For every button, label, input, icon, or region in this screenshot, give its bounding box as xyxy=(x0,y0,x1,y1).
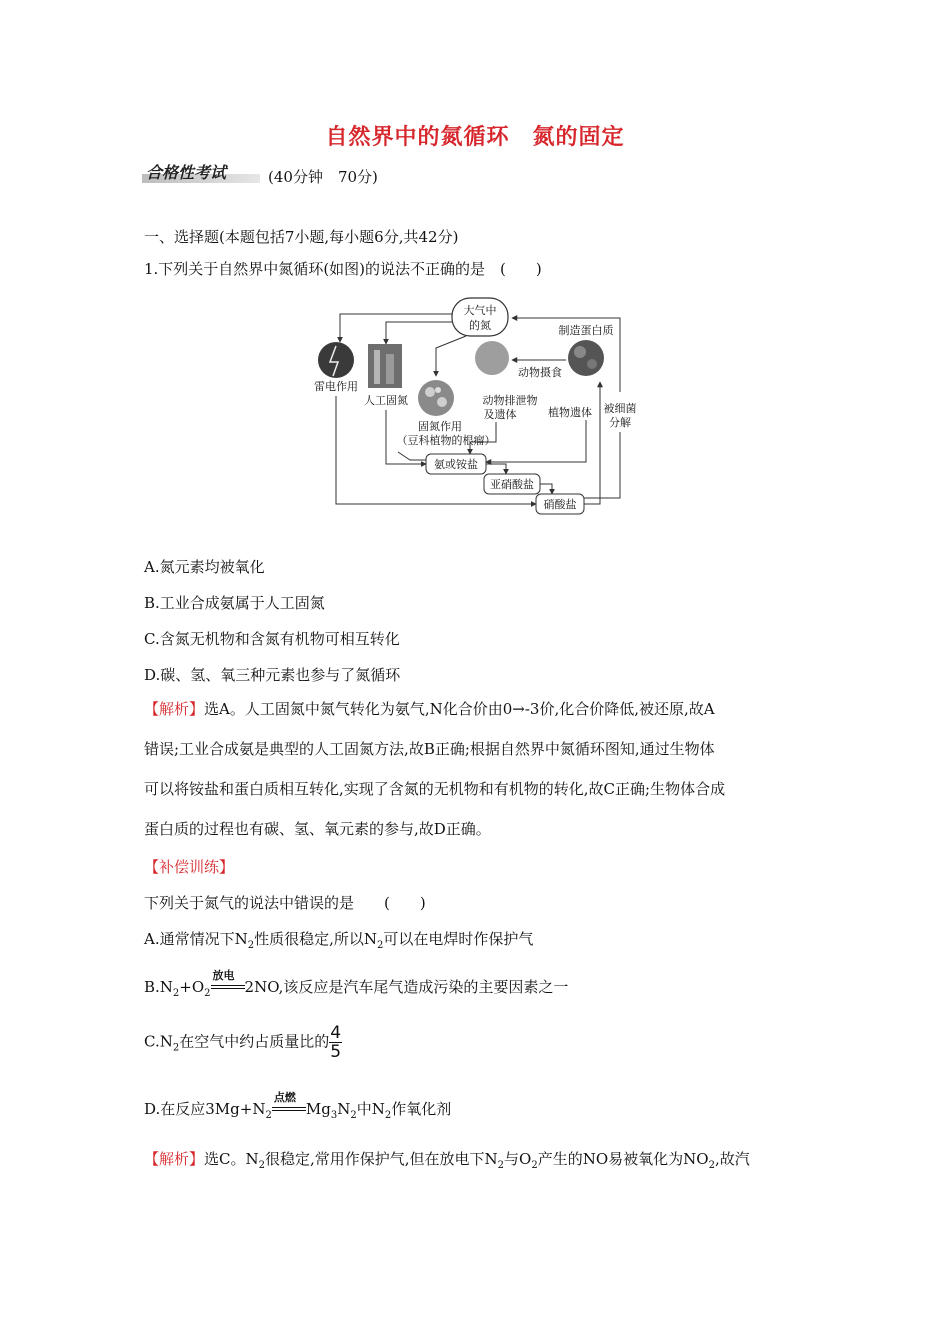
q1-analysis-line-3: 可以将铵盐和蛋白质相互转化,实现了含氮的无机物和有机物的转化,故C正确;生物体合成 xyxy=(144,780,726,798)
animals-image xyxy=(475,341,509,375)
badge-label: 合格性考试 xyxy=(146,163,227,182)
label-fixation-2: （豆科植物的根瘤） xyxy=(396,434,496,447)
label-make-protein: 制造蛋白质 xyxy=(558,324,614,337)
label-animal-excreta-1: 动物排泄物 xyxy=(482,394,538,407)
q1-stem: 1.下列关于自然界中氮循环(如图)的说法不正确的是 ( ) xyxy=(144,260,542,278)
fraction-four-fifths: $\frac{4}{5}$ xyxy=(330,1023,342,1062)
q2-analysis-line-1: 【解析】选C。$N_2$很稳定,常用作保护气,但在放电下$N_2$与$O_2$产生的NO易被氧化为$NO_2$,故汽 xyxy=(144,1150,750,1171)
label-bacteria-1: 被细菌 xyxy=(603,402,637,415)
nitrogen-cycle-diagram xyxy=(300,292,640,520)
q1-analysis-line-4: 蛋白质的过程也有碳、氢、氧元素的参与,故D正确。 xyxy=(144,820,491,838)
qualifying-exam-badge xyxy=(142,160,260,184)
atm-label-2: 的氮 xyxy=(469,319,491,332)
label-animal-eat: 动物摄食 xyxy=(518,366,562,379)
label-ammonium: 氨或铵盐 xyxy=(434,458,478,471)
discharge-condition-arrow: 放电 xyxy=(211,981,245,995)
q2-option-c: $C.N_2$在空气中约占质量比的 $\frac{4}{5}$ xyxy=(144,1023,342,1062)
q1-option-a: A.氮元素均被氧化 xyxy=(144,558,265,576)
label-nitrite: 亚硝酸盐 xyxy=(490,478,534,491)
label-plant-remains: 植物遗体 xyxy=(548,406,592,419)
atm-label-1: 大气中 xyxy=(463,304,497,317)
root-nodule-image xyxy=(418,380,454,416)
supplement-heading: 【补偿训练】 xyxy=(144,858,235,876)
q1-analysis-line-1 xyxy=(144,698,715,719)
plants-image xyxy=(568,340,604,376)
ignite-condition-arrow: 点燃 xyxy=(272,1103,306,1117)
q1-option-c: C.含氮无机物和含氮有机物可相互转化 xyxy=(144,630,400,648)
q2-option-a: A.通常情况下$N_2$性质很稳定,所以$N_2$可以在电焊时作保护气 xyxy=(144,930,534,951)
q1-analysis-line-2: 错误;工业合成氨是典型的人工固氮方法,故B正确;根据自然界中氮循环图知,通过生物体 xyxy=(144,740,715,758)
label-lightning: 雷电作用 xyxy=(314,380,358,393)
section-heading: 一、选择题(本题包括7小题,每小题6分,共42分) xyxy=(144,228,459,246)
q2-stem: 下列关于氮气的说法中错误的是 ( ) xyxy=(144,894,426,912)
time-score: (40分钟 70分) xyxy=(268,168,378,186)
label-industrial-fixation: 人工固氮 xyxy=(364,394,408,407)
label-bacteria-2: 分解 xyxy=(609,416,631,429)
q1-option-b: B.工业合成氨属于人工固氮 xyxy=(144,594,325,612)
label-animal-excreta-2: 及遗体 xyxy=(483,408,517,421)
q1-analysis-text-1: 选A。人工固氮中氮气转化为氨气,N化合价由0→-3价,化合价降低,被还原,故A xyxy=(204,700,715,718)
q1-analysis-tag: 【解析】 xyxy=(144,700,205,718)
q2-option-d: D.在反应$3Mg+N_2$ 点燃 $Mg_3N_2$中$N_2$作氧化剂 xyxy=(144,1091,452,1121)
page-title: 自然界中的氮循环 氮的固定 xyxy=(325,125,625,150)
q1-option-d: D.碳、氢、氧三种元素也参与了氮循环 xyxy=(144,666,401,684)
q2-analysis-tag: 【解析】 xyxy=(144,1150,205,1168)
label-nitrate: 硝酸盐 xyxy=(543,498,577,511)
label-fixation-1: 固氮作用 xyxy=(418,420,462,433)
q2-option-b: $B.N_2+O_2$ 放电 2NO,该反应是汽车尾气造成污染的主要因素之一 xyxy=(144,969,569,999)
factory-image xyxy=(368,344,402,388)
